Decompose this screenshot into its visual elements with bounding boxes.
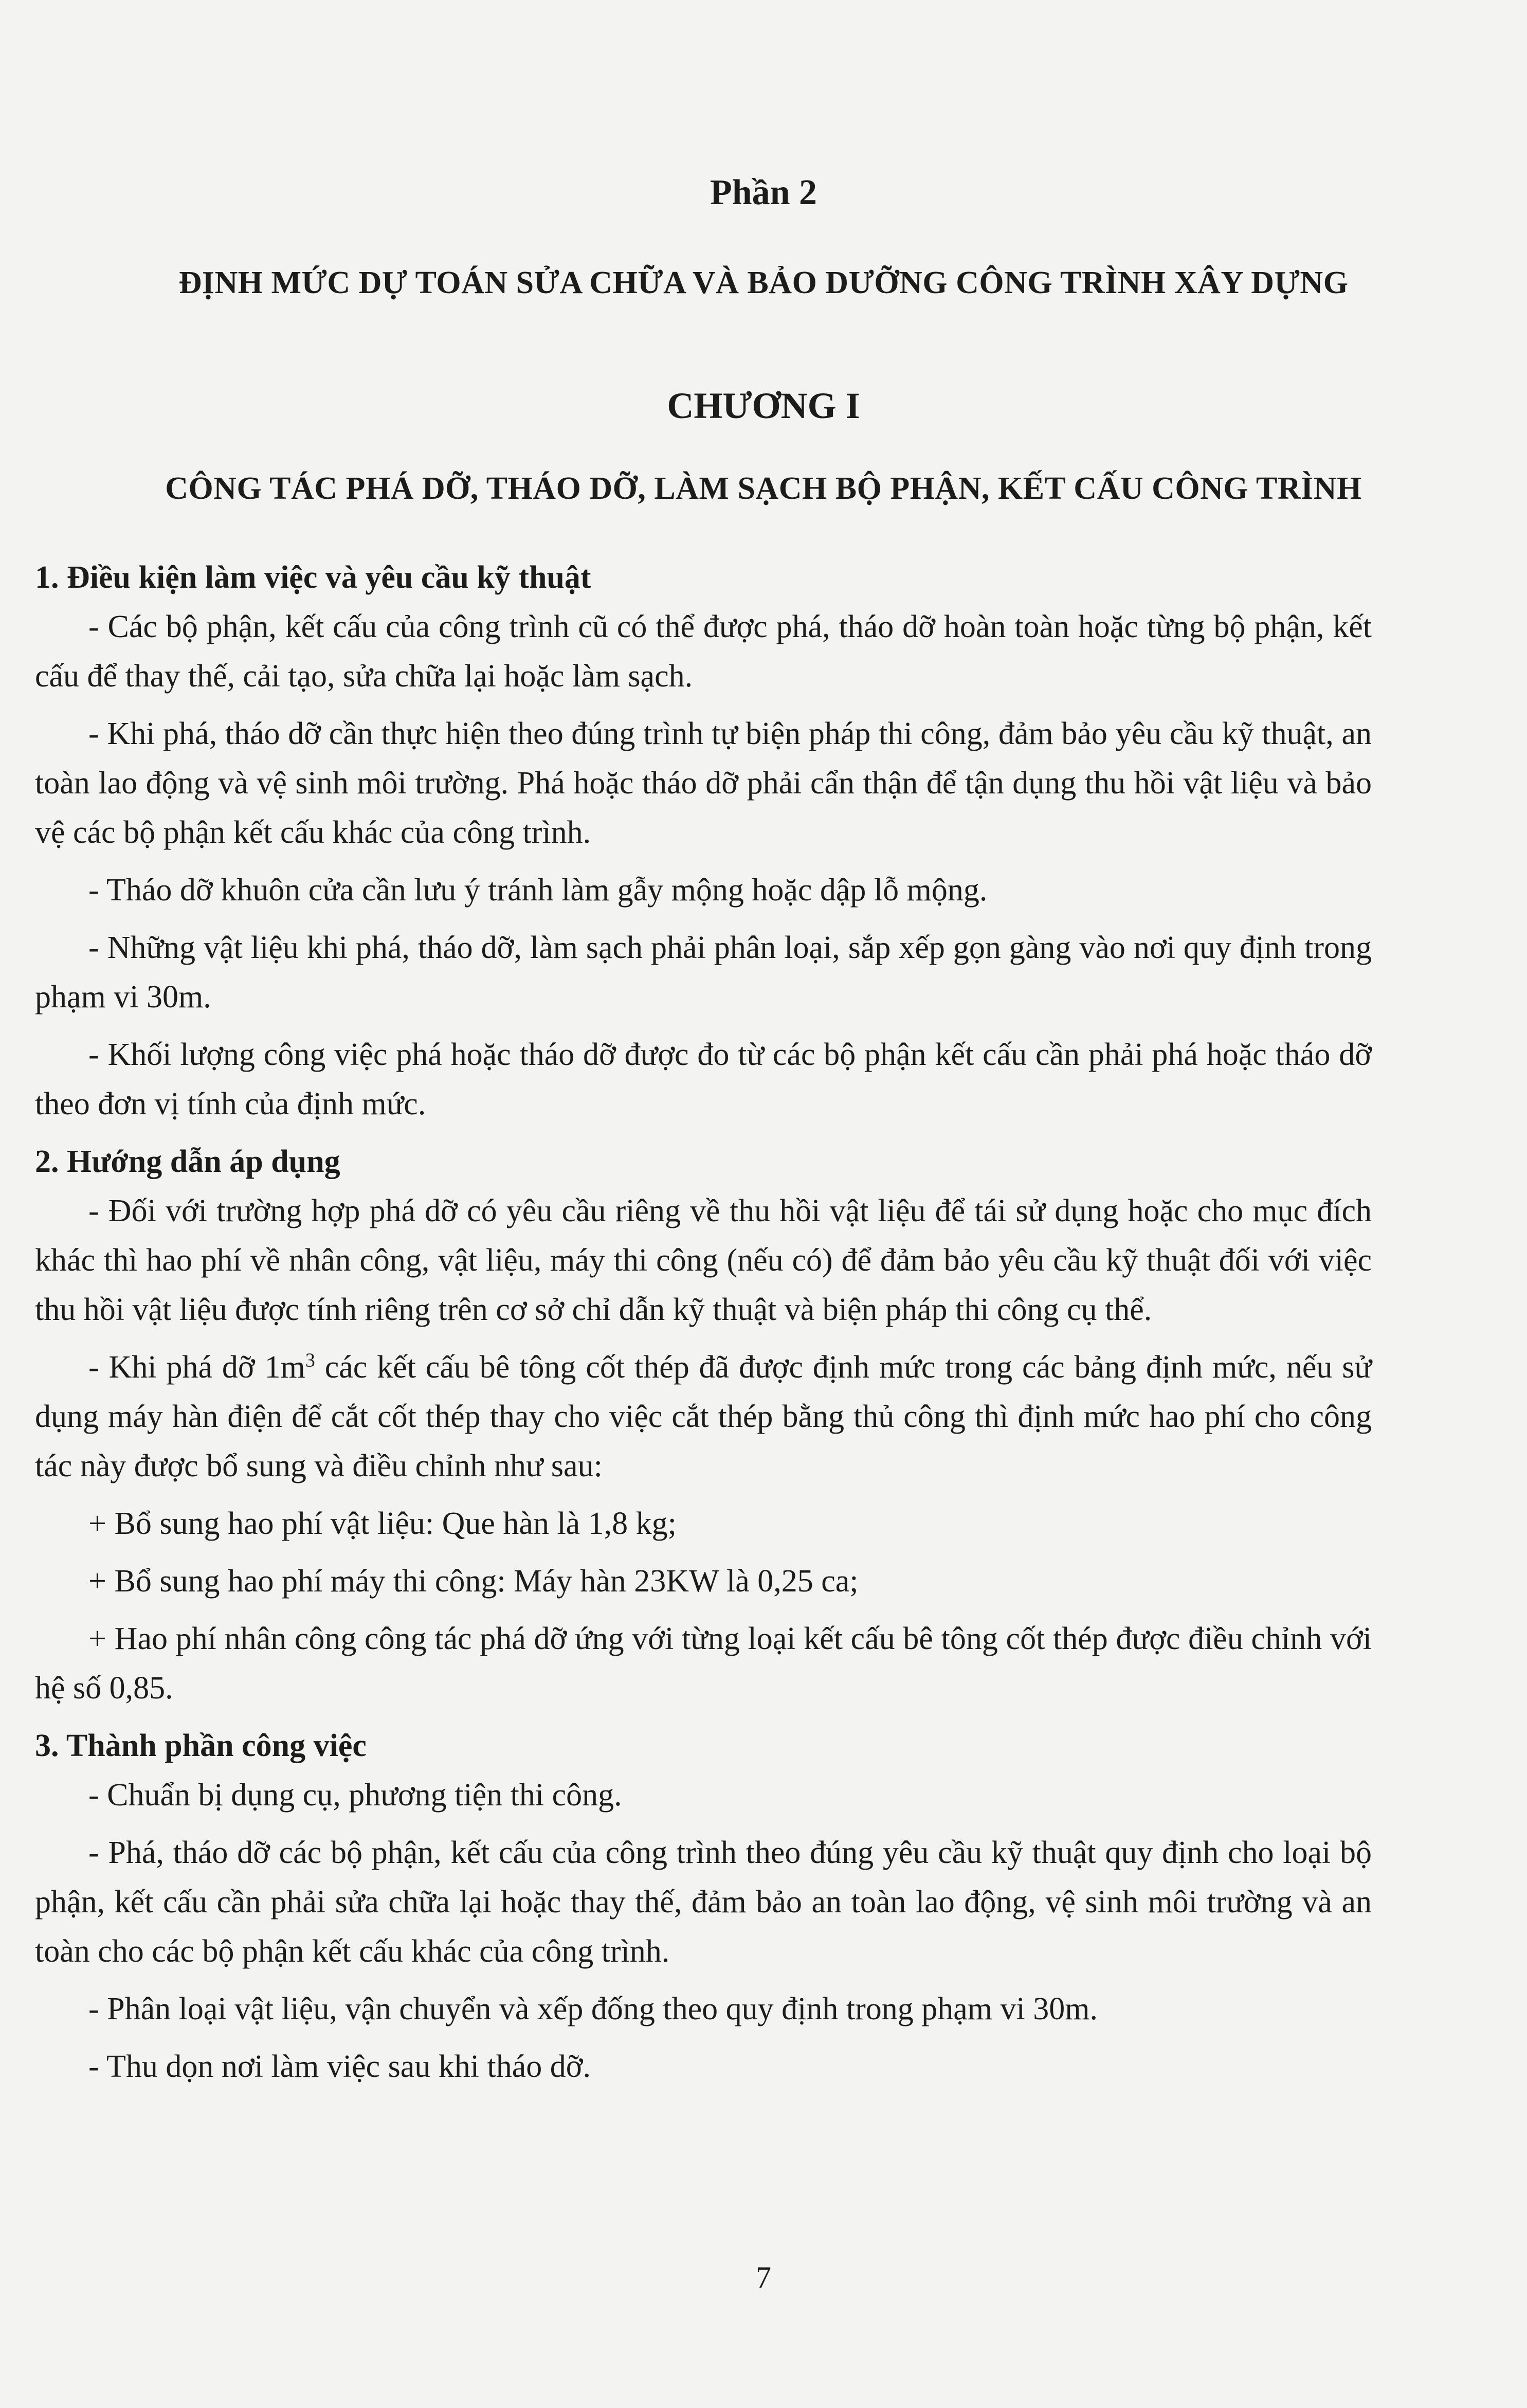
section-3-paragraph-4: - Thu dọn nơi làm việc sau khi tháo dỡ. <box>88 2049 591 2084</box>
page-number: 7 <box>756 2260 771 2294</box>
section-2-paragraph-2-start: - Khi phá dỡ 1m <box>88 1350 305 1385</box>
section-2-heading: 2. Hướng dẫn áp dụng <box>35 1144 340 1179</box>
body-text <box>35 553 1372 2099</box>
section-1-paragraph-1: - Các bộ phận, kết cấu của công trình cũ có thể được phá, tháo dỡ hoàn toàn hoặc từng bộ phận, kết cấu để thay thế, cải tạo, sửa chữa lại hoặc làm sạch. <box>35 609 1372 694</box>
section-1-paragraph-3: - Tháo dỡ khuôn cửa cần lưu ý tránh làm gẫy mộng hoặc dập lỗ mộng. <box>88 873 988 908</box>
cubic-superscript: 3 <box>305 1349 315 1371</box>
section-1-paragraph-2: - Khi phá, tháo dỡ cần thực hiện theo đúng trình tự biện pháp thi công, đảm bảo yêu cầu kỹ thuật, an toàn lao động và vệ sinh môi trường. Phá hoặc tháo dỡ phải cẩn thận để tận dụng thu hồi vật liệu và bảo vệ các bộ phận kết cấu khác của công trình. <box>35 716 1372 850</box>
section-2-paragraph-2 <box>35 1343 1372 1491</box>
part-title: Phần 2 <box>710 173 817 212</box>
section-2-paragraph-2-rest: các kết cấu bê tông cốt thép đã được định mức trong các bảng định mức, nếu sử dụng máy hàn điện để cắt cốt thép thay cho việc cắt thép bằng thủ công thì định mức hao phí cho công tác này được bổ sung và điều chỉnh như sau: <box>35 1350 1372 1483</box>
chapter-title: CHƯƠNG I <box>667 385 860 426</box>
section-2-paragraph-1: - Đối với trường hợp phá dỡ có yêu cầu riêng về thu hồi vật liệu để tái sử dụng hoặc cho mục đích khác thì hao phí về nhân công, vật liệu, máy thi công (nếu có) để đảm bảo yêu cầu kỹ thuật đối với việc thu hồi vật liệu được tính riêng trên cơ sở chỉ dẫn kỹ thuật và biện pháp thi công cụ thể. <box>35 1193 1372 1327</box>
section-2-paragraph-5: + Hao phí nhân công công tác phá dỡ ứng với từng loại kết cấu bê tông cốt thép được điều chỉnh với hệ số 0,85. <box>35 1621 1372 1706</box>
section-3-paragraph-2: - Phá, tháo dỡ các bộ phận, kết cấu của công trình theo đúng yêu cầu kỹ thuật quy định cho loại bộ phận, kết cấu cần phải sửa chữa lại hoặc thay thế, đảm bảo an toàn lao động, vệ sinh môi trường và an toàn cho các bộ phận kết cấu khác của công trình. <box>35 1835 1372 1969</box>
section-3-paragraph-3: - Phân loại vật liệu, vận chuyển và xếp đống theo quy định trong phạm vi 30m. <box>88 1991 1098 2026</box>
section-3-heading: 3. Thành phần công việc <box>35 1728 367 1763</box>
section-2-paragraph-3: + Bổ sung hao phí vật liệu: Que hàn là 1,8 kg; <box>88 1506 677 1541</box>
section-3-paragraph-1: - Chuẩn bị dụng cụ, phương tiện thi công. <box>88 1778 622 1813</box>
section-1-paragraph-5: - Khối lượng công việc phá hoặc tháo dỡ được đo từ các bộ phận kết cấu cần phải phá hoặc tháo dỡ theo đơn vị tính của định mức. <box>35 1037 1372 1121</box>
section-1-paragraph-4: - Những vật liệu khi phá, tháo dỡ, làm sạch phải phân loại, sắp xếp gọn gàng vào nơi quy định trong phạm vi 30m. <box>35 930 1372 1015</box>
part-subtitle: ĐỊNH MỨC DỰ TOÁN SỬA CHỮA VÀ BẢO DƯỠNG CÔNG TRÌNH XÂY DỰNG <box>178 265 1349 300</box>
chapter-subtitle: CÔNG TÁC PHÁ DỠ, THÁO DỠ, LÀM SẠCH BỘ PHẬN, KẾT CẤU CÔNG TRÌNH <box>165 471 1362 506</box>
section-2-paragraph-4: + Bổ sung hao phí máy thi công: Máy hàn 23KW là 0,25 ca; <box>88 1564 859 1599</box>
section-1-heading: 1. Điều kiện làm việc và yêu cầu kỹ thuật <box>35 560 591 595</box>
